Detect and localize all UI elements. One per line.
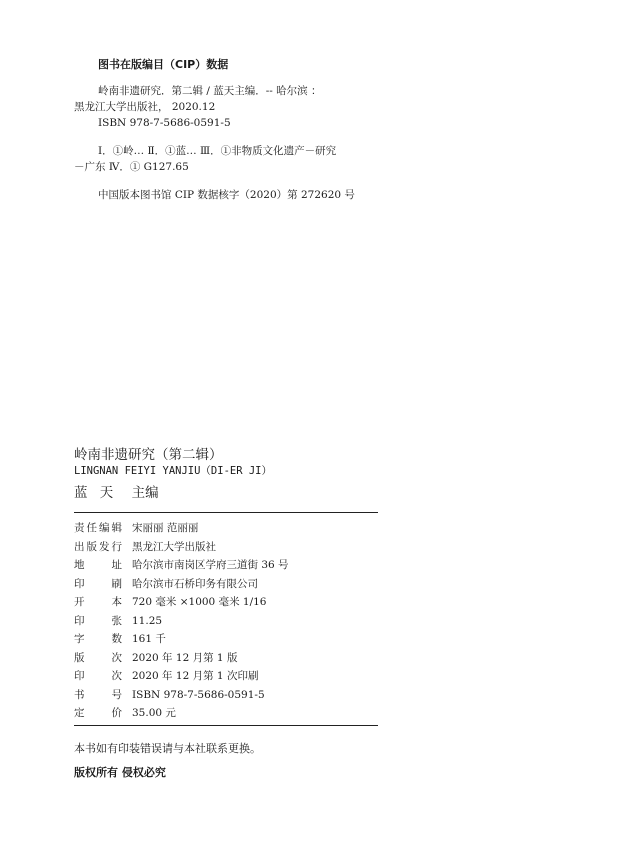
- cip-heading: 图书在版编目（CIP）数据: [98, 58, 229, 71]
- divider-bottom: [74, 725, 378, 726]
- detail-label: 开 本: [74, 596, 122, 608]
- cip-line: －广东 Ⅳ．① G127.65: [74, 161, 189, 173]
- detail-label: 版 次: [74, 651, 122, 664]
- book-title: 岭南非遗研究（第二辑）: [74, 447, 223, 463]
- detail-label: 责 任 编 辑: [74, 522, 122, 534]
- book-pinyin-title: LINGNAN FEIYI YANJIU（DI-ER JI）: [74, 465, 273, 477]
- editor-role: 主编: [131, 485, 159, 501]
- cip-line: 中国版本图书馆 CIP 数据核字（2020）第 272620 号: [98, 189, 355, 201]
- detail-value: 哈尔滨市石桥印务有限公司: [132, 577, 258, 590]
- detail-value: 2020 年 12 月第 1 次印刷: [132, 670, 259, 682]
- detail-label: 出 版 发 行: [74, 540, 122, 553]
- detail-label: 地 址: [74, 559, 122, 571]
- book-editor: [74, 481, 159, 501]
- editor-name: 蓝 天: [74, 485, 118, 501]
- detail-value: 720 毫米 ×1000 毫米 1/16: [132, 596, 267, 608]
- detail-label: 印 次: [74, 670, 122, 682]
- cip-line: ISBN 978-7-5686-0591-5: [98, 117, 231, 129]
- cip-line: Ⅰ．①岭… Ⅱ．①蓝… Ⅲ．①非物质文化遗产－研究: [98, 145, 337, 157]
- detail-value: 黑龙江大学出版社: [132, 540, 216, 553]
- detail-value: 11.25: [132, 614, 163, 627]
- detail-label: 印 张: [74, 614, 122, 627]
- detail-label: 印 刷: [74, 577, 122, 590]
- detail-value: 2020 年 12 月第 1 版: [132, 651, 238, 664]
- misprint-notice: 本书如有印装错误请与本社联系更换。: [74, 742, 261, 755]
- detail-label: 书 号: [74, 688, 122, 701]
- copyright-notice: 版权所有 侵权必究: [74, 766, 166, 779]
- cip-line: 黑龙江大学出版社， 2020.12: [74, 101, 216, 113]
- cip-line: 岭南非遗研究．第二辑 / 蓝天主编．-- 哈尔滨 ：: [98, 85, 322, 97]
- divider-top: [74, 512, 378, 513]
- detail-value: 161 千: [132, 633, 166, 645]
- detail-label: 字 数: [74, 633, 122, 645]
- detail-value: 哈尔滨市南岗区学府三道街 36 号: [132, 559, 289, 571]
- detail-value: ISBN 978-7-5686-0591-5: [132, 688, 265, 701]
- detail-value: 35.00 元: [132, 707, 176, 719]
- detail-label: 定 价: [74, 707, 122, 719]
- detail-value: 宋丽丽 范丽丽: [132, 522, 199, 534]
